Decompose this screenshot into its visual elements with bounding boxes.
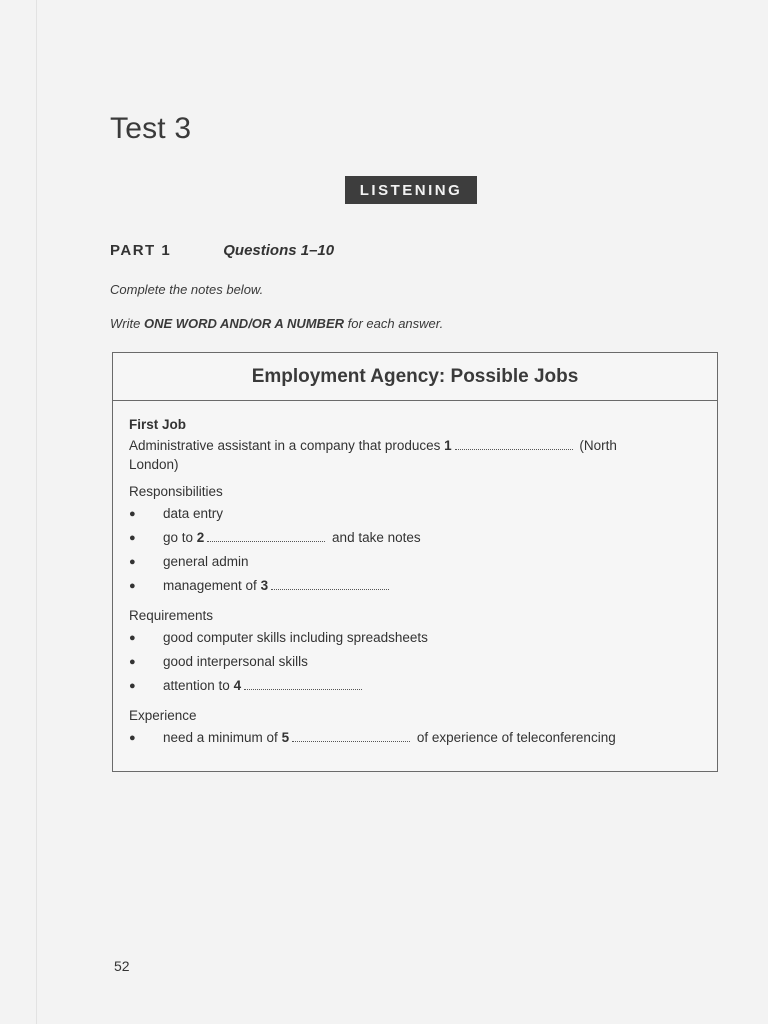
list-item-text: good interpersonal skills	[163, 654, 308, 669]
answer-gap-2[interactable]	[207, 531, 325, 542]
list-item	[129, 550, 667, 574]
experience-heading: Experience	[129, 708, 197, 723]
list-item-text: and take notes	[328, 530, 421, 545]
answer-gap-5[interactable]	[292, 731, 410, 742]
answer-gap-1[interactable]	[455, 439, 573, 450]
list-item-text: good computer skills including spreadsheets	[163, 630, 428, 645]
questions-label: Questions 1–10	[223, 242, 335, 259]
bullet-icon: ●	[129, 732, 136, 744]
responsibilities-list	[129, 502, 667, 598]
instruction-word-limit: ONE WORD AND/OR A NUMBER	[143, 316, 344, 331]
first-job-text-post: (North London)	[129, 438, 617, 472]
question-number-2: 2	[196, 530, 205, 545]
first-job-heading: First Job	[129, 417, 187, 432]
section-banner: LISTENING	[345, 176, 477, 204]
bullet-icon: ●	[129, 656, 136, 668]
test-title: Test 3	[110, 112, 192, 145]
instruction-complete-notes: Complete the notes below.	[110, 282, 264, 297]
list-item	[129, 502, 667, 526]
first-job-text-pre: Administrative assistant in a company that produces	[129, 438, 445, 453]
notes-title: Employment Agency: Possible Jobs	[113, 353, 717, 401]
list-item-text: of experience of teleconferencing	[413, 730, 616, 745]
instruction-answer-format	[110, 316, 443, 331]
list-item	[129, 574, 667, 598]
question-number-5: 5	[281, 730, 290, 745]
list-item	[129, 650, 667, 674]
answer-gap-4[interactable]	[244, 679, 362, 690]
experience-list	[129, 726, 667, 750]
bullet-icon: ●	[129, 580, 136, 592]
list-item	[129, 674, 667, 698]
page-edge	[36, 0, 37, 1024]
bullet-icon: ●	[129, 680, 136, 692]
instruction-text-post: for each answer.	[344, 316, 444, 331]
question-number-3: 3	[260, 578, 269, 593]
responsibilities-heading: Responsibilities	[129, 484, 223, 499]
instruction-text-pre: Write	[110, 316, 144, 331]
question-number-4: 4	[233, 678, 242, 693]
list-item-text: management of	[163, 578, 261, 593]
list-item-text: go to	[163, 530, 197, 545]
notes-box	[112, 352, 718, 772]
list-item	[129, 726, 667, 750]
question-number-1: 1	[444, 438, 452, 453]
page-number: 52	[114, 958, 130, 974]
bullet-icon: ●	[129, 508, 136, 520]
list-item-text: need a minimum of	[163, 730, 282, 745]
bullet-icon: ●	[129, 556, 136, 568]
notes-body	[113, 401, 717, 750]
list-item-text: general admin	[163, 554, 249, 569]
answer-gap-3[interactable]	[271, 579, 389, 590]
list-item-text: data entry	[163, 506, 224, 521]
first-job-description	[129, 436, 667, 474]
requirements-list	[129, 626, 667, 698]
bullet-icon: ●	[129, 532, 136, 544]
part-label: PART 1	[110, 242, 172, 259]
list-item	[129, 626, 667, 650]
list-item-text: attention to	[163, 678, 234, 693]
list-item	[129, 526, 667, 550]
requirements-heading: Requirements	[129, 608, 214, 623]
part-line	[110, 242, 334, 259]
bullet-icon: ●	[129, 632, 136, 644]
